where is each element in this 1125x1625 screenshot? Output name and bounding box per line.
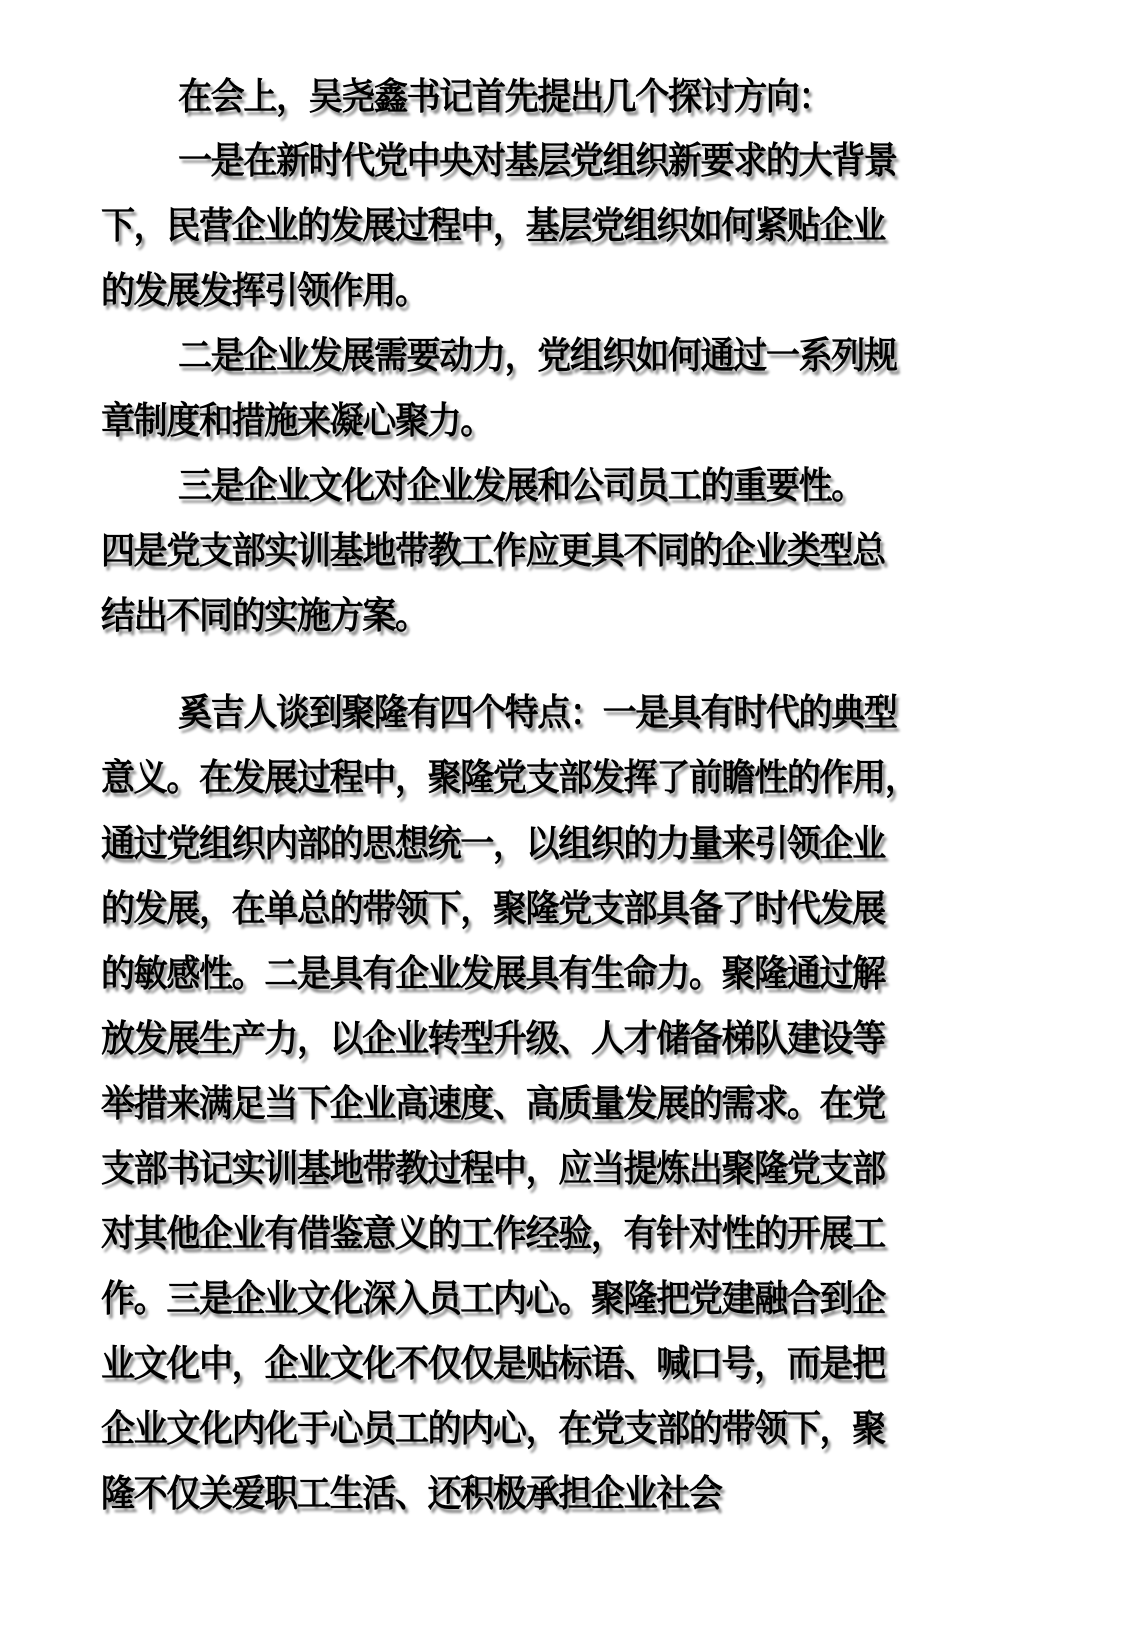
- paragraph-6-line-2: 意义。在发展过程中，聚隆党支部发挥了前瞻性的作用，: [101, 756, 918, 799]
- paragraph-6-line-9: 对其他企业有借鉴意义的工作经验，有针对性的开展工: [101, 1212, 885, 1255]
- paragraph-1-line-1: 在会上，吴尧鑫书记首先提出几个探讨方向：: [178, 75, 832, 118]
- paragraph-6-line-1: 奚吉人谈到聚隆有四个特点：一是具有时代的典型: [178, 691, 897, 734]
- paragraph-6-line-10: 作。三是企业文化深入员工内心。聚隆把党建融合到企: [101, 1277, 885, 1320]
- paragraph-6-line-13: 隆不仅关爱职工生活、还积极承担企业社会: [101, 1472, 722, 1515]
- paragraph-6-line-6: 放发展生产力，以企业转型升级、人才储备梯队建设等: [101, 1017, 885, 1060]
- paragraph-6-line-7: 举措来满足当下企业高速度、高质量发展的需求。在党: [101, 1082, 885, 1125]
- paragraph-6-line-12: 企业文化内化于心员工的内心，在党支部的带领下，聚: [101, 1407, 885, 1450]
- paragraph-3-line-2: 章制度和措施来凝心聚力。: [101, 399, 493, 442]
- paragraph-5-line-1: 四是党支部实训基地带教工作应更具不同的企业类型总: [101, 529, 885, 572]
- paragraph-4-line-1: 三是企业文化对企业发展和公司员工的重要性。: [178, 464, 864, 507]
- paragraph-2-line-2: 下，民营企业的发展过程中，基层党组织如何紧贴企业: [101, 204, 885, 247]
- paragraph-2-line-1: 一是在新时代党中央对基层党组织新要求的大背景: [178, 139, 897, 182]
- paragraph-5-line-2: 结出不同的实施方案。: [101, 594, 428, 637]
- paragraph-6-line-11: 业文化中，企业文化不仅仅是贴标语、喊口号，而是把: [101, 1342, 885, 1385]
- paragraph-2-line-3: 的发展发挥引领作用。: [101, 269, 428, 312]
- paragraph-3-line-1: 二是企业发展需要动力，党组织如何通过一系列规: [178, 334, 897, 377]
- paragraph-6-line-5: 的敏感性。二是具有企业发展具有生命力。聚隆通过解: [101, 952, 885, 995]
- paragraph-6-line-4: 的发展，在单总的带领下，聚隆党支部具备了时代发展: [101, 887, 885, 930]
- paragraph-6-line-3: 通过党组织内部的思想统一，以组织的力量来引领企业: [101, 822, 885, 865]
- paragraph-6-line-8: 支部书记实训基地带教过程中，应当提炼出聚隆党支部: [101, 1147, 885, 1190]
